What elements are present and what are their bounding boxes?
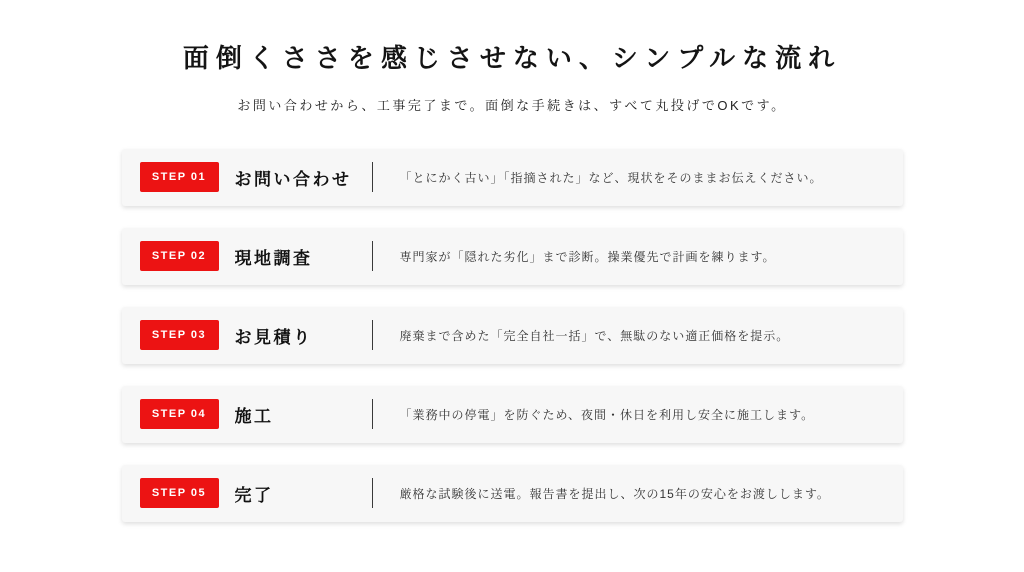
section-header bbox=[0, 0, 1024, 114]
step-row-5 bbox=[122, 465, 903, 522]
step-divider bbox=[372, 320, 373, 350]
step-row-1 bbox=[122, 149, 903, 206]
step-row-3 bbox=[122, 307, 903, 364]
page-title: 面倒くささを感じさせない、シンプルな流れ bbox=[182, 43, 842, 73]
page-subtitle: お問い合わせから、工事完了まで。面倒な手続きは、すべて丸投げでOKです。 bbox=[237, 97, 787, 113]
step-row-4 bbox=[122, 386, 903, 443]
step-title: お見積り bbox=[234, 327, 313, 347]
step-description: 専門家が「隠れた劣化」まで診断。操業優先で計画を練ります。 bbox=[399, 249, 776, 264]
step-divider bbox=[372, 162, 373, 192]
step-badge: STEP 03 bbox=[140, 320, 219, 350]
step-badge: STEP 05 bbox=[140, 478, 219, 508]
step-badge: STEP 01 bbox=[140, 162, 219, 192]
step-divider bbox=[372, 478, 373, 508]
step-title: 完了 bbox=[234, 485, 274, 505]
step-title: 施工 bbox=[234, 406, 274, 426]
step-description: 「とにかく古い」「指摘された」など、現状をそのままお伝えください。 bbox=[399, 170, 823, 185]
step-description: 廃棄まで含めた「完全自社一括」で、無駄のない適正価格を提示。 bbox=[399, 328, 790, 343]
steps-list bbox=[122, 149, 903, 522]
step-description: 「業務中の停電」を防ぐため、夜間・休日を利用し安全に施工します。 bbox=[399, 407, 815, 422]
step-badge: STEP 02 bbox=[140, 241, 219, 271]
step-description: 厳格な試験後に送電。報告書を提出し、次の15年の安心をお渡しします。 bbox=[399, 486, 830, 501]
step-divider bbox=[372, 241, 373, 271]
step-title: 現地調査 bbox=[234, 248, 313, 268]
step-title: お問い合わせ bbox=[234, 169, 352, 189]
step-row-2 bbox=[122, 228, 903, 285]
step-divider bbox=[372, 399, 373, 429]
step-badge: STEP 04 bbox=[140, 399, 219, 429]
